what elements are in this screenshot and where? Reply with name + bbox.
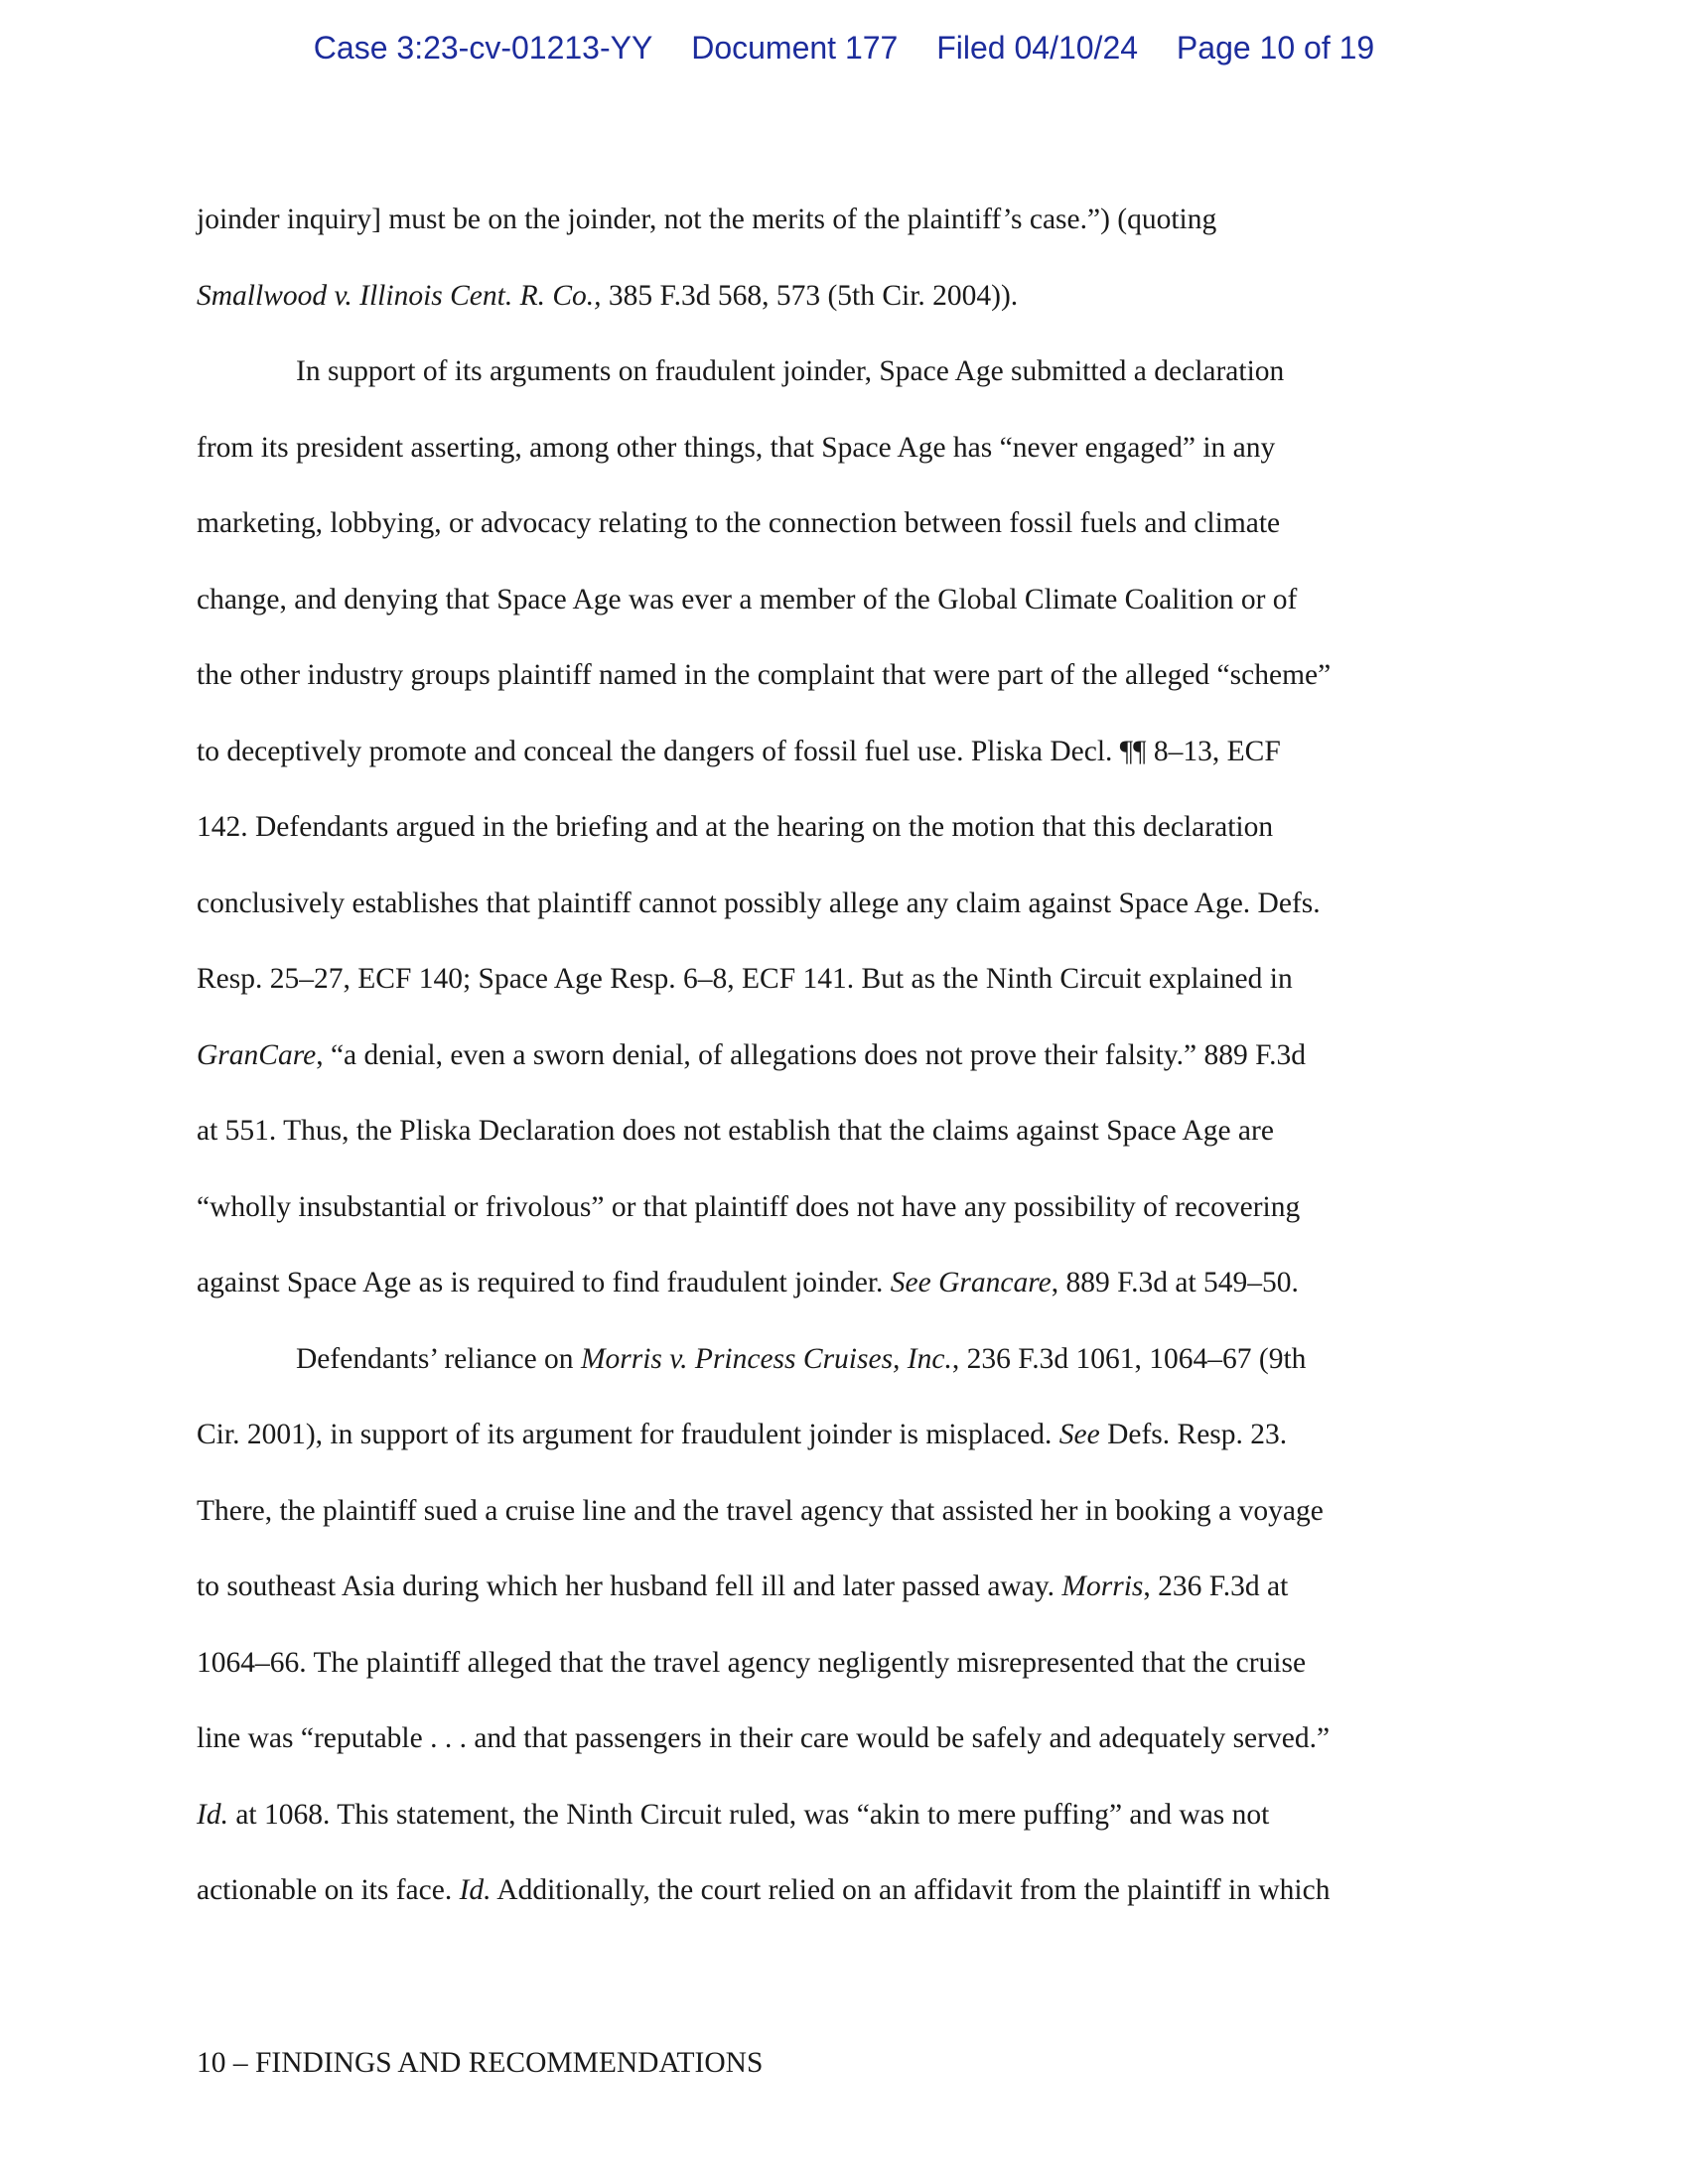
- body-text: [197, 197, 1487, 1944]
- text-line: [197, 1108, 1487, 1184]
- text-run: Cir. 2001), in support of its argument for fraudulent joinder is misplaced.: [197, 1419, 1059, 1450]
- text-run: change, and denying that Space Age was ever a member of the Global Climate Coalition or of: [197, 583, 1298, 615]
- text-run: 142. Defendants argued in the briefing and at the hearing on the motion that this declaration: [197, 811, 1274, 843]
- text-run: joinder inquiry] must be on the joinder, not the merits of the plaintiff’s case.”) (quoting: [197, 204, 1217, 235]
- text-line: [197, 197, 1487, 273]
- text-run: “wholly insubstantial or frivolous” or that plaintiff does not have any possibility of recovering: [197, 1190, 1301, 1223]
- text-line: [197, 425, 1487, 501]
- text-run: , 236 F.3d at: [1143, 1570, 1289, 1602]
- text-run: conclusively establishes that plaintiff cannot possibly allege any claim against Space Age. Defs.: [197, 887, 1321, 919]
- text-line: [197, 881, 1487, 957]
- text-line: [197, 500, 1487, 577]
- text-run: at 551. Thus, the Pliska Declaration does not establish that the claims against Space Age are: [197, 1115, 1274, 1147]
- text-line: [197, 1260, 1487, 1336]
- text-line: [197, 577, 1487, 653]
- text-run: Resp. 25–27, ECF 140; Space Age Resp. 6–8, ECF 141. But as the Ninth Circuit explained in: [197, 963, 1293, 995]
- text-line: [197, 729, 1487, 805]
- italic-citation: See: [1058, 1419, 1100, 1450]
- text-run: Defs. Resp. 23.: [1099, 1419, 1288, 1450]
- italic-citation: See Grancare: [890, 1267, 1052, 1298]
- page-indicator: Page 10 of 19: [1176, 30, 1375, 66]
- text-run: Defendants’ reliance on: [296, 1342, 581, 1375]
- text-run: 385 F.3d 568, 573 (5th Cir. 2004)).: [601, 279, 1019, 312]
- text-line: [197, 1867, 1487, 1944]
- text-run: line was “reputable . . . and that passengers in their care would be safely and adequately served.”: [197, 1722, 1331, 1754]
- text-line: [197, 348, 1487, 425]
- italic-citation: Smallwood v. Illinois Cent. R. Co.,: [197, 279, 602, 312]
- italic-citation: Morris v. Princess Cruises, Inc.: [580, 1342, 952, 1375]
- italic-citation: Id.: [197, 1798, 228, 1831]
- text-line: [197, 1184, 1487, 1261]
- text-line: [197, 1640, 1487, 1716]
- text-run: In support of its arguments on fraudulent joinder, Space Age submitted a declaration: [296, 355, 1285, 387]
- text-run: , 236 F.3d 1061, 1064–67 (9th: [951, 1342, 1307, 1375]
- text-line: [197, 652, 1487, 729]
- italic-citation: GranCare: [197, 1038, 317, 1071]
- text-line: [197, 1792, 1487, 1868]
- text-line: [197, 1336, 1487, 1413]
- text-run: from its president asserting, among other things, that Space Age has “never engaged” in any: [197, 431, 1276, 464]
- text-run: the other industry groups plaintiff named in the complaint that were part of the alleged “scheme”: [197, 659, 1332, 691]
- filed-date: Filed 04/10/24: [936, 30, 1139, 66]
- document-number: Document 177: [691, 30, 899, 66]
- text-line: [197, 1564, 1487, 1640]
- text-run: 1064–66. The plaintiff alleged that the travel agency negligently misrepresented that the cruise: [197, 1646, 1307, 1679]
- text-line: [197, 1412, 1487, 1488]
- text-run: , “a denial, even a sworn denial, of allegations does not prove their falsity.” 889 F.3d: [316, 1038, 1307, 1071]
- text-line: [197, 1488, 1487, 1565]
- text-run: marketing, lobbying, or advocacy relating to the connection between fossil fuels and climate: [197, 507, 1281, 539]
- text-run: to southeast Asia during which her husband fell ill and later passed away.: [197, 1570, 1062, 1602]
- italic-citation: Id.: [459, 1874, 492, 1906]
- text-run: against Space Age as is required to find fraudulent joinder.: [197, 1267, 891, 1298]
- page-footer: 10 – FINDINGS AND RECOMMENDATIONS: [197, 2047, 764, 2079]
- text-run: at 1068. This statement, the Ninth Circuit ruled, was “akin to mere puffing” and was not: [227, 1798, 1270, 1831]
- text-line: [197, 1715, 1487, 1792]
- text-run: Additionally, the court relied on an affidavit from the plaintiff in which: [491, 1874, 1331, 1906]
- text-run: to deceptively promote and conceal the dangers of fossil fuel use. Pliska Decl. ¶¶ 8–13, ECF: [197, 735, 1281, 767]
- text-run: , 889 F.3d at 549–50.: [1051, 1267, 1299, 1298]
- text-line: [197, 273, 1487, 349]
- text-line: [197, 804, 1487, 881]
- text-line: [197, 956, 1487, 1032]
- text-run: There, the plaintiff sued a cruise line and the travel agency that assisted her in booking a voyage: [197, 1494, 1324, 1527]
- text-line: [197, 1032, 1487, 1109]
- ecf-header-stamp: [0, 30, 1688, 67]
- case-number: Case 3:23-cv-01213-YY: [313, 30, 653, 66]
- italic-citation: Morris: [1061, 1570, 1144, 1602]
- text-run: actionable on its face.: [197, 1874, 460, 1906]
